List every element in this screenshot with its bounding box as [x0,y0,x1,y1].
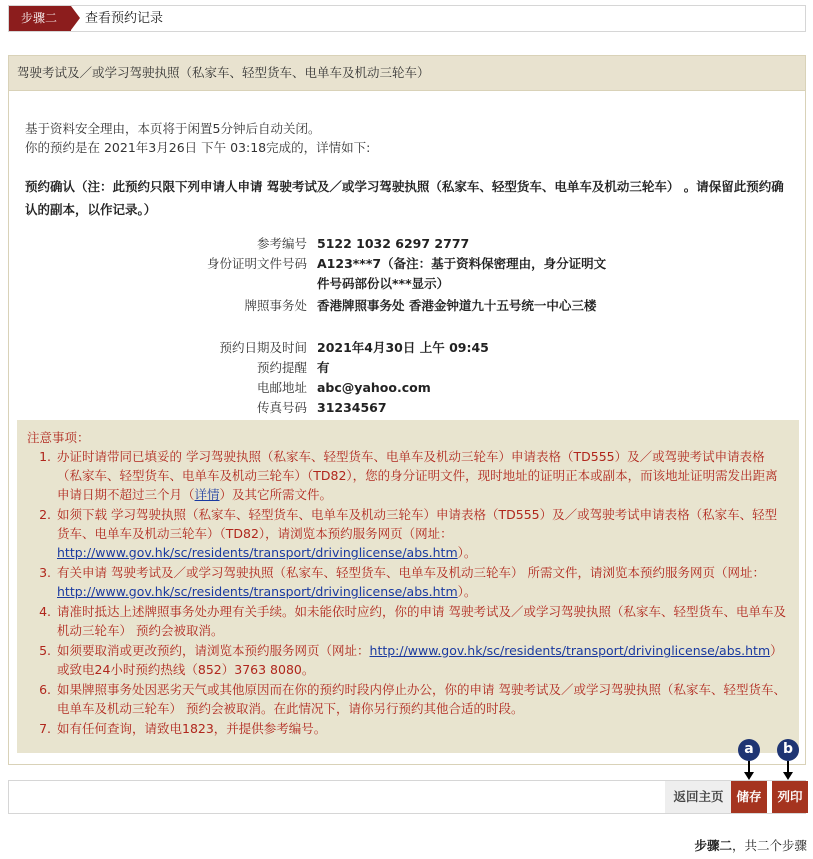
home-button[interactable]: 返回主页 [665,781,732,813]
detail-value: A123***7（备注：基于资料保密理由，身分证明文件号码部份以***显示） [317,256,607,291]
step-bar [8,5,806,32]
note-text: 有关申请 驾驶考试及／或学习驾驶执照（私家车、轻型货车、电单车及机动三轮车） 所需文件，请浏览本预约服务网页（网址： [57,565,765,580]
note-item [55,505,789,562]
intro-line-2: 你的预约是在 2021年3月26日 下午 03:18完成的，详情如下: [25,140,371,155]
detail-row-reference [9,234,807,254]
detail-label: 预约提醒 [256,360,307,375]
notes-box [17,420,799,753]
detail-value: 有 [317,360,330,375]
detail-value: 2021年4月30日 上午 09:45 [317,340,489,355]
detail-value: abc@yahoo.com [317,380,431,395]
arrow-a-head [744,772,754,780]
detail-label: 电邮地址 [256,380,307,395]
print-button[interactable]: 列印 [772,781,808,813]
step-indicator [694,836,807,854]
confirmation-notice: 预约确认（注：此预约只限下列申请人申请 驾驶考试及／或学习驾驶执照（私家车、轻型货车、电单车及机动三轮车） 。请保留此预约确认的副本，以作记录。） [25,179,784,217]
note-text: ）及其它所需文件。 [219,487,333,502]
marker-b: b [777,739,799,761]
detail-value: 31234567 [317,400,387,415]
appointment-panel [8,55,806,765]
note-item [55,563,789,601]
booking-url-link[interactable]: http://www.gov.hk/sc/residents/transport/drivinglicense/abs.htm [369,643,771,658]
note-text: 如果牌照事务处因恶劣天气或其他原因而在你的预约时段内停止办公，你的申请 驾驶考试及／或学习驾驶执照（私家车、轻型货车、电单车及机动三轮车） 预约会被取消。在此情况下，请你另行预约其他合适的时段。 [57,682,786,716]
note-text: ）。 [457,545,477,560]
note-text: 如须要取消或更改预约，请浏览本预约服务网页（网址： [57,643,370,658]
detail-label: 参考编号 [256,236,307,251]
note-item [55,447,789,504]
intro-text [25,119,370,157]
booking-url-link[interactable]: http://www.gov.hk/sc/residents/transport/drivinglicense/abs.htm [57,584,458,599]
note-text: ）或致电24小时预约热线（852）3763 8080。 [57,643,783,677]
appointment-details [9,234,807,418]
step-indicator-total: ，共二个步骤 [731,838,807,853]
detail-label: 牌照事务处 [244,298,307,313]
panel-header: 驾驶考试及／或学习驾驶执照（私家车、轻型货车、电单车及机动三轮车） [9,56,805,91]
note-text: ）。 [457,584,477,599]
detail-row-id [9,254,807,296]
step-title: 查看预约记录 [85,11,164,26]
notes-heading: 注意事项： [27,430,90,445]
booking-url-link[interactable]: http://www.gov.hk/sc/residents/transport/drivinglicense/abs.htm [57,545,458,560]
note-item [55,602,789,640]
detail-label: 预约日期及时间 [219,340,307,355]
note-item [55,641,789,679]
note-text: 如须下载 学习驾驶执照（私家车、轻型货车、电单车及机动三轮车）申请表格（TD555）及／或驾驶考试申请表格（私家车、轻型货车、电单车及机动三轮车）（TD82），请浏览本预约服务网页（网址： [57,507,778,541]
detail-value: 5122 1032 6297 2777 [317,236,470,251]
notes-list [27,447,789,738]
arrow-b-head [783,772,793,780]
note-text: 请准时抵达上述牌照事务处办理有关手续。如未能依时应约，你的申请 驾驶考试及／或学习驾驶执照（私家车、轻型货车、电单车及机动三轮车） 预约会被取消。 [57,604,786,638]
detail-row-reminder [9,358,807,378]
detail-row-email [9,378,807,398]
detail-label: 传真号码 [256,400,307,415]
detail-row-office [9,296,807,338]
detail-row-datetime [9,338,807,358]
detail-row-fax [9,398,807,418]
action-bar [8,780,806,814]
note-text: 如有任何查询，请致电1823，并提供参考编号。 [57,721,327,736]
intro-line-1: 基于资料安全理由，本页将于闲置5分钟后自动关闭。 [25,121,321,136]
step-badge: 步骤二 [9,6,71,31]
details-link[interactable]: 详情 [194,487,220,502]
detail-label: 身份证明文件号码 [206,256,307,271]
step-indicator-current: 步骤二 [694,838,732,853]
note-item [55,680,789,718]
note-text: 办证时请带同已填妥的 学习驾驶执照（私家车、轻型货车、电单车及机动三轮车）申请表格（TD555）及／或驾驶考试申请表格（私家车、轻型货车、电单车及机动三轮车）（TD82），您的身分证明文件，现时地址的证明正本或副本，而该地址证明需发出距离申请日期不超过三个月（ [57,449,778,502]
note-item [55,719,789,738]
detail-value: 香港牌照事务处 香港金钟道九十五号统一中心三楼 [317,298,597,313]
save-button[interactable]: 储存 [731,781,767,813]
marker-a: a [738,739,760,761]
